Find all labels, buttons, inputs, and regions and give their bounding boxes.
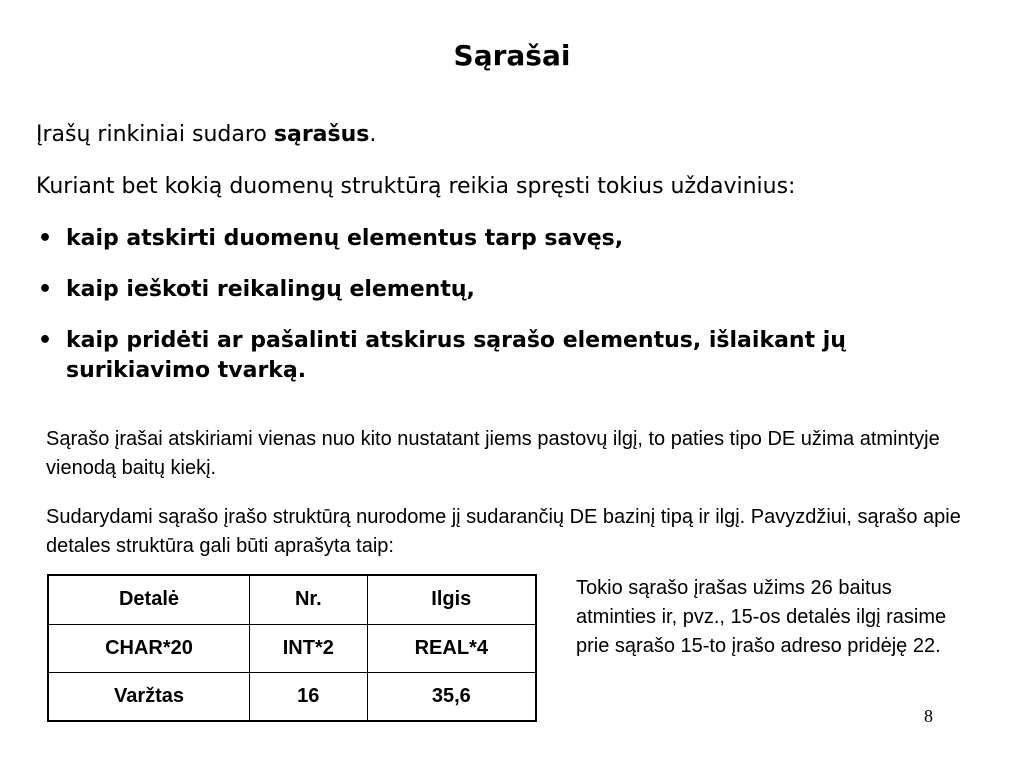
table-cell: INT*2	[250, 624, 368, 672]
bullet-dot-icon: •	[38, 328, 53, 353]
table-cell: 16	[250, 672, 368, 721]
table-cell: Varžtas	[48, 672, 250, 721]
table-header-cell: Detalė	[48, 575, 250, 624]
bullet-item	[36, 224, 996, 254]
bullet-text: kaip pridėti ar pašalinti atskirus sąrašo elementus, išlaikant jų surikiavimo tvarką.	[66, 328, 846, 383]
intro-line-1-text: Įrašų rinkiniai sudaro	[36, 122, 274, 147]
bullet-item	[36, 326, 996, 386]
record-structure-table	[47, 574, 537, 722]
table-cell: 35,6	[367, 672, 536, 721]
paragraph-record-separation: Sąrašo įrašai atskiriami vienas nuo kito nustatant jiems pastovų ilgį, to paties tipo DE užima atmintyje vienodą baitų kiekį.	[46, 428, 940, 479]
side-note: Tokio sąrašo įrašas užims 26 baitus atminties ir, pvz., 15-os detalės ilgį rasime prie sąrašo 15-to įrašo adreso pridėję 22.	[576, 577, 947, 657]
page-number: 8	[924, 706, 933, 726]
table-header-cell: Ilgis	[367, 575, 536, 624]
intro-section	[36, 120, 996, 407]
bullet-item	[36, 275, 996, 305]
paragraph-record-structure: Sudarydami sąrašo įrašo struktūrą nurodome jį sudarančių DE bazinį tipą ir ilgį. Pavyzdžiui, sąrašo apie detales struktūra gali būti aprašyta taip:	[46, 506, 961, 557]
intro-line-1-end: .	[369, 122, 377, 147]
bullet-text: kaip atskirti duomenų elementus tarp savęs,	[66, 226, 624, 251]
intro-line-1	[36, 120, 996, 150]
table-row	[48, 672, 536, 721]
bullet-dot-icon: •	[38, 277, 53, 302]
bullet-text: kaip ieškoti reikalingų elementų,	[66, 277, 475, 302]
table-cell: CHAR*20	[48, 624, 250, 672]
bullet-dot-icon: •	[38, 226, 53, 251]
table-row	[48, 624, 536, 672]
intro-line-2: Kuriant bet kokią duomenų struktūrą reikia spręsti tokius uždavinius:	[36, 174, 796, 199]
intro-line-1-bold: sąrašus	[273, 122, 370, 147]
task-bullet-list	[36, 224, 996, 386]
table-cell: REAL*4	[367, 624, 536, 672]
slide-title: Sąrašai	[453, 39, 571, 72]
table-header-cell: Nr.	[250, 575, 368, 624]
table-header-row	[48, 575, 536, 624]
